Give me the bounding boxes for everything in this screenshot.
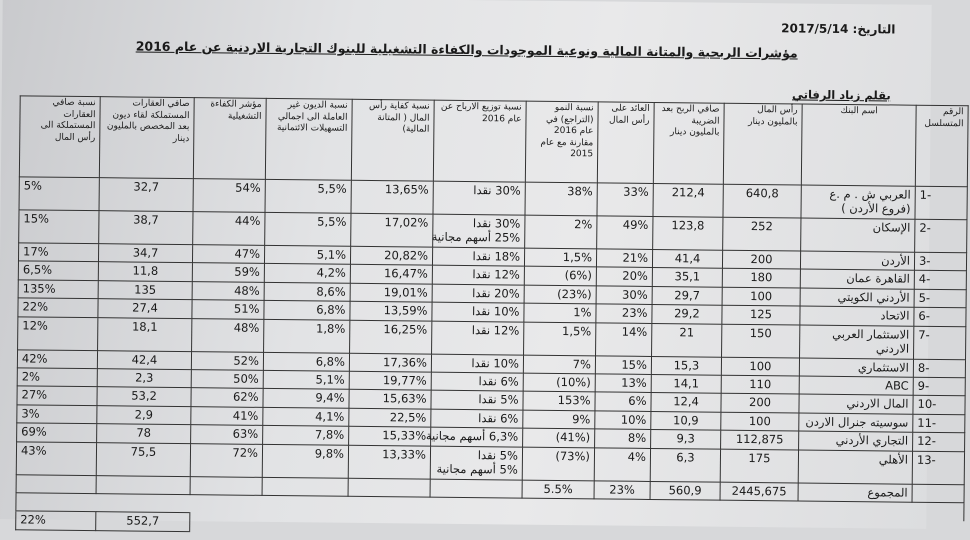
operating-efficiency-cell: 44%: [193, 212, 265, 246]
real-estate-ratio-cell: 27%: [17, 386, 97, 405]
row-index-cell: 13-: [912, 451, 964, 485]
operating-efficiency-cell: 54%: [193, 179, 265, 213]
operating-efficiency-cell: 62%: [191, 388, 263, 407]
operating-efficiency-cell: 48%: [192, 318, 264, 352]
bank-name-cell: الأردن: [800, 251, 914, 271]
non-performing-loans-cell: 5,5%: [265, 179, 351, 213]
real-estate-net-cell: 34,7: [98, 244, 192, 263]
return-on-capital-cell: 23%: [596, 304, 652, 323]
capital-cell: 175: [720, 449, 798, 483]
growth-rate-cell: (23%): [524, 285, 596, 304]
operating-efficiency-cell: 47%: [192, 245, 264, 264]
real-estate-net-cell: 53,2: [97, 387, 191, 406]
header-cell: مؤشر الكفاءة التشغيلية: [193, 98, 266, 180]
real-estate-ratio-cell: 43%: [16, 441, 96, 475]
footer-real-estate-ratio: 22%: [16, 511, 96, 530]
table-header-row: [19, 96, 968, 187]
net-profit-cell: 35,1: [652, 268, 722, 287]
real-estate-ratio-cell: 22%: [18, 298, 98, 317]
total-label: المجموع: [798, 483, 912, 503]
capital-adequacy-cell: 22,5%: [349, 408, 431, 427]
header-cell: العائد على رأس المال: [597, 102, 654, 184]
non-performing-loans-cell: 8,6%: [264, 282, 350, 301]
row-index-cell: 6-: [914, 307, 966, 326]
operating-efficiency-cell: 59%: [192, 263, 264, 282]
growth-rate-cell: 9%: [523, 410, 595, 429]
dividend-cell: 5% نقدا 5% أسهم مجانية: [430, 446, 522, 480]
net-profit-cell: 15,3: [651, 356, 721, 375]
total-capital: 2445,675: [720, 482, 798, 501]
capital-cell: 640,8: [723, 184, 801, 218]
return-on-capital-cell: 30%: [596, 286, 652, 305]
dividend-cell: 30% نقدا: [433, 181, 525, 215]
capital-cell: 252: [723, 217, 801, 251]
non-performing-loans-cell: 7,8%: [263, 426, 349, 445]
capital-adequacy-cell: 19,77%: [349, 371, 431, 390]
net-profit-cell: 12,4: [651, 393, 721, 412]
real-estate-net-cell: 18,1: [98, 317, 192, 351]
total-profit: 560,9: [650, 481, 720, 500]
capital-adequacy-cell: 16,25%: [350, 320, 432, 354]
non-performing-loans-cell: 6,8%: [263, 352, 349, 371]
row-index-cell: 7-: [914, 326, 966, 360]
capital-cell: 110: [721, 375, 799, 394]
capital-cell: 100: [721, 357, 799, 376]
operating-efficiency-cell: 72%: [190, 443, 262, 477]
return-on-capital-cell: 4%: [594, 447, 650, 481]
real-estate-ratio-cell: 2%: [17, 368, 97, 387]
real-estate-net-cell: 135: [98, 280, 192, 299]
growth-rate-cell: 1,5%: [524, 322, 596, 356]
header-cell: اسم البنك: [801, 104, 916, 186]
capital-adequacy-cell: 19,01%: [350, 283, 432, 302]
capital-cell: 150: [722, 324, 800, 358]
return-on-capital-cell: 10%: [595, 411, 651, 430]
growth-rate-cell: (6%): [524, 267, 596, 286]
non-performing-loans-cell: 4,1%: [263, 407, 349, 426]
row-index-cell: 4-: [914, 271, 966, 290]
real-estate-net-cell: 78: [97, 424, 191, 443]
return-on-capital-cell: 13%: [595, 374, 651, 393]
row-index-cell: 10-: [913, 396, 965, 415]
header-cell: نسبة توزيع الارباح عن عام 2016: [433, 100, 526, 182]
header-cell: نسبة صافي العقارات المستملكة الى رأس المال: [19, 96, 100, 178]
real-estate-ratio-cell: 69%: [17, 423, 97, 442]
bank-name-cell: سوسيته جنرال الاردن: [799, 413, 913, 433]
dividend-cell: 6,3% أسهم مجانية: [431, 427, 523, 446]
real-estate-ratio-cell: 17%: [18, 243, 98, 262]
real-estate-ratio-cell: 6,5%: [18, 261, 98, 280]
net-profit-cell: 29,2: [652, 305, 722, 324]
bank-name-cell: ABC: [799, 376, 913, 396]
row-index-cell: 2-: [915, 219, 967, 253]
bank-indicators-table: [15, 95, 968, 540]
header-cell: صافي العقارات المستملكة لقاء ديون بعد المخصص بالمليون دينار: [99, 97, 194, 179]
growth-rate-cell: (10%): [523, 373, 595, 392]
growth-rate-cell: 38%: [525, 182, 597, 216]
net-profit-cell: 10,9: [651, 411, 721, 430]
operating-efficiency-cell: 48%: [192, 281, 264, 300]
row-index-cell: 1-: [915, 186, 967, 220]
row-index-cell: 8-: [913, 359, 965, 378]
row-index-cell: 12-: [913, 432, 965, 451]
dividend-cell: 5% نقدا: [431, 391, 523, 410]
real-estate-net-cell: 42,4: [97, 350, 191, 369]
bank-name-cell: الأهلي: [798, 450, 912, 484]
dividend-cell: 20% نقدا: [432, 284, 524, 303]
capital-cell: 200: [722, 250, 800, 269]
net-profit-cell: 123,8: [653, 216, 723, 250]
bank-name-cell: الاستثمار العربي الاردني: [800, 325, 914, 359]
net-profit-cell: 29,7: [652, 286, 722, 305]
operating-efficiency-cell: 51%: [192, 300, 264, 319]
header-cell: صافي الربح بعد الضريبة بالمليون دينار: [653, 102, 724, 184]
return-on-capital-cell: 15%: [595, 355, 651, 374]
capital-adequacy-cell: 17,36%: [349, 353, 431, 372]
real-estate-net-cell: 2,3: [97, 369, 191, 388]
capital-adequacy-cell: 20,82%: [350, 246, 432, 265]
document-date: التاريخ: 2017/5/14: [781, 21, 896, 37]
document-title: مؤشرات الربحية والمتانة المالية ونوعية الموجودات والكفاءة التشغيلية للبنوك التجارية الاردنية عن عام 2016: [135, 38, 798, 61]
dividend-cell: 6% نقدا: [431, 409, 523, 428]
bank-name-cell: الإسكان: [801, 218, 915, 252]
net-profit-cell: 21: [652, 323, 722, 357]
growth-rate-cell: (41%): [523, 428, 595, 447]
bank-name-cell: القاهرة عمان: [800, 269, 914, 289]
capital-cell: 200: [721, 394, 799, 413]
capital-adequacy-cell: 13,59%: [350, 301, 432, 320]
capital-cell: 180: [722, 269, 800, 288]
net-profit-cell: 6,3: [650, 448, 720, 482]
growth-rate-cell: 2%: [525, 215, 597, 249]
total-roe: 23%: [594, 480, 650, 499]
real-estate-ratio-cell: 5%: [19, 177, 99, 211]
capital-cell: 100: [722, 287, 800, 306]
row-index-cell: 11-: [913, 414, 965, 433]
non-performing-loans-cell: 4,2%: [264, 264, 350, 283]
real-estate-net-cell: 11,8: [98, 262, 192, 281]
net-profit-cell: 14,1: [651, 374, 721, 393]
return-on-capital-cell: 49%: [597, 216, 653, 250]
return-on-capital-cell: 33%: [597, 183, 653, 217]
operating-efficiency-cell: 52%: [191, 351, 263, 370]
capital-cell: 112,875: [721, 430, 799, 449]
capital-adequacy-cell: 17,02%: [351, 213, 433, 247]
dividend-cell: 12% نقدا: [432, 266, 524, 285]
header-cell: نسبة كفاية رأس المال ( المتانة المالية): [351, 99, 434, 181]
header-cell: رأس المال بالمليون دينار: [723, 103, 802, 185]
real-estate-net-cell: 2,9: [97, 405, 191, 424]
capital-adequacy-cell: 13,65%: [351, 180, 433, 214]
dividend-cell: 18% نقدا: [432, 247, 524, 266]
net-profit-cell: 9,3: [651, 430, 721, 449]
header-cell: نسبة الديون غير العاملة الى اجمالي التسهيلات الائتمانية: [265, 98, 352, 180]
non-performing-loans-cell: 1,8%: [264, 319, 350, 353]
return-on-capital-cell: 21%: [596, 249, 652, 268]
real-estate-net-cell: 75,5: [96, 442, 190, 476]
capital-adequacy-cell: 16,47%: [350, 265, 432, 284]
bank-name-cell: العربي ش . م .ع (فروع الأردن ): [801, 185, 915, 219]
dividend-cell: 10% نقدا: [432, 302, 524, 321]
capital-adequacy-cell: 15,63%: [349, 390, 431, 409]
growth-rate-cell: 153%: [523, 391, 595, 410]
bank-name-cell: المال الاردني: [799, 394, 913, 414]
real-estate-ratio-cell: 135%: [18, 280, 98, 299]
capital-cell: 125: [722, 305, 800, 324]
dividend-cell: 12% نقدا: [432, 321, 524, 355]
row-index-cell: 3-: [914, 252, 966, 271]
operating-efficiency-cell: 50%: [191, 370, 263, 389]
dividend-cell: 10% نقدا: [431, 354, 523, 373]
non-performing-loans-cell: 5,1%: [263, 370, 349, 389]
dividend-cell: 30% نقدا 25% أسهم مجانية: [433, 214, 525, 248]
bank-name-cell: الأردني الكويتي: [800, 288, 914, 308]
real-estate-net-cell: 38,7: [99, 211, 193, 245]
row-index-cell: 9-: [913, 377, 965, 396]
return-on-capital-cell: 20%: [596, 267, 652, 286]
capital-adequacy-cell: 13,33%: [348, 445, 430, 479]
growth-rate-cell: 7%: [523, 355, 595, 374]
header-cell: الرقم المتسلسل: [915, 105, 968, 187]
operating-efficiency-cell: 41%: [191, 406, 263, 425]
non-performing-loans-cell: 5,5%: [265, 212, 351, 246]
non-performing-loans-cell: 6,8%: [264, 301, 350, 320]
row-index-cell: 5-: [914, 289, 966, 308]
real-estate-net-cell: 27,4: [98, 299, 192, 318]
total-growth: 5.5%: [522, 480, 594, 499]
footer-real-estate-total: 552,7: [96, 512, 190, 531]
return-on-capital-cell: 14%: [596, 322, 652, 356]
header-cell: نسبة النمو (التراجع) في عام 2016 مقارنة مع عام 2015: [525, 101, 598, 183]
return-on-capital-cell: 8%: [595, 429, 651, 448]
growth-rate-cell: 1%: [524, 303, 596, 322]
real-estate-ratio-cell: 42%: [17, 349, 97, 368]
real-estate-ratio-cell: 3%: [17, 405, 97, 424]
return-on-capital-cell: 6%: [595, 392, 651, 411]
non-performing-loans-cell: 9,4%: [263, 389, 349, 408]
real-estate-ratio-cell: 12%: [18, 316, 98, 350]
bank-name-cell: الاستثماري: [799, 358, 913, 378]
non-performing-loans-cell: 9,8%: [262, 444, 348, 478]
dividend-cell: 6% نقدا: [431, 372, 523, 391]
document-author: بقلم زياد الرفاتي: [791, 87, 891, 103]
bank-name-cell: الاتحاد: [800, 306, 914, 326]
real-estate-net-cell: 32,7: [99, 178, 193, 212]
bank-name-cell: التجاري الأردني: [799, 431, 913, 451]
net-profit-cell: 212,4: [653, 183, 723, 217]
real-estate-ratio-cell: 15%: [19, 210, 99, 244]
operating-efficiency-cell: 63%: [191, 425, 263, 444]
non-performing-loans-cell: 5,1%: [264, 245, 350, 264]
net-profit-cell: 41,4: [652, 249, 722, 268]
growth-rate-cell: 1,5%: [524, 248, 596, 267]
growth-rate-cell: (73%): [522, 447, 594, 481]
capital-adequacy-cell: 15,33%: [349, 426, 431, 445]
capital-cell: 100: [721, 412, 799, 431]
